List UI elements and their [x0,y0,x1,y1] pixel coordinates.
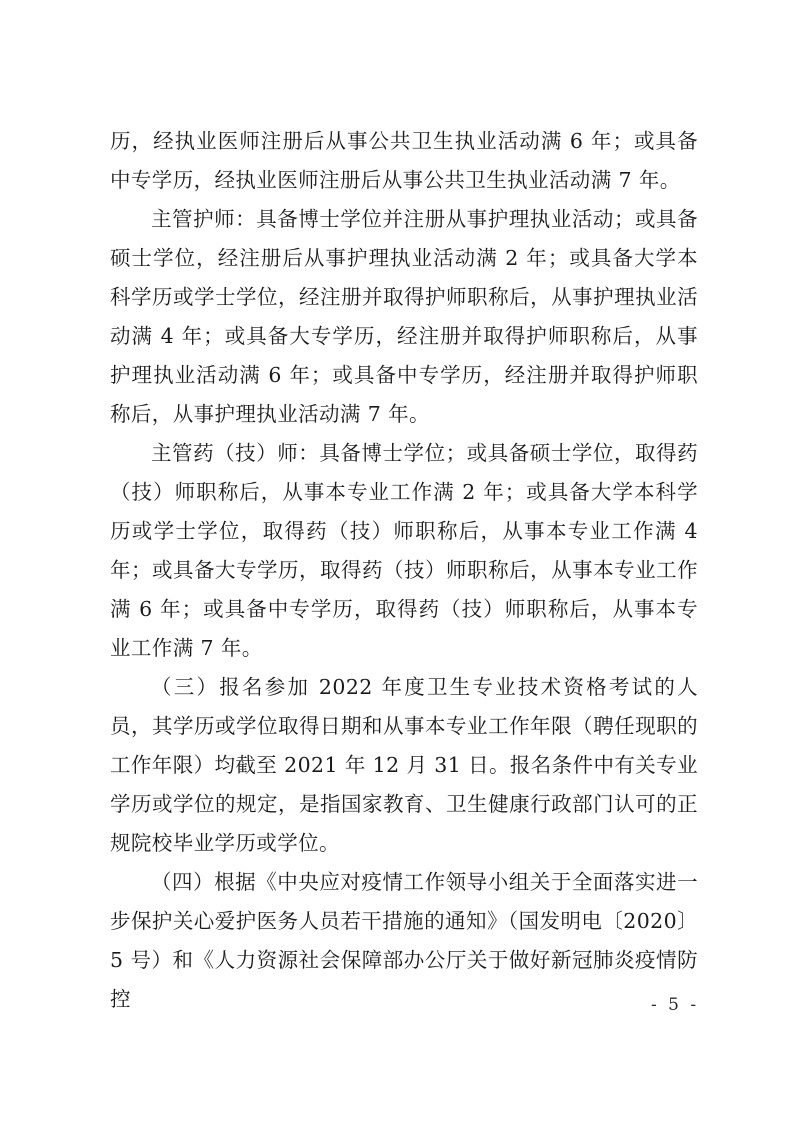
page-number: - 5 - [651,995,700,1015]
paragraph-continuation: 历，经执业医师注册后从事公共卫生执业活动满 6 年；或具备中专学历，经执业医师注册后从事公共卫生执业活动满 7 年。 [110,129,698,192]
paragraph-supervisor-nurse: 主管护师：具备博士学位并注册从事护理执业活动；或具备硕士学位，经注册后从事护理执业活动满 2 年；或具备大学本科学历或学士学位，经注册并取得护师职称后，从事护理执业活动满 4 年；或具备大专学历，经注册并取得护师职称后，从事护理执业活动满 6 年；或具备中专学历，经注册并取得护师职称后，从事护理执业活动满 7 年。 [110,207,698,426]
body-text [110,122,698,1019]
paragraph-section-3: （三）报名参加 2022 年度卫生专业技术资格考试的人员，其学历或学位取得日期和从事本专业工作年限（聘任现职的工作年限）均截至 2021 年 12 月 31 日。报名条件中有关专业学历或学位的规定，是指国家教育、卫生健康行政部门认可的正规院校毕业学历或学位。 [110,675,698,855]
paragraph-section-4: （四）根据《中央应对疫情工作领导小组关于全面落实进一步保护关心爱护医务人员若干措施的通知》（国发明电〔2020〕5 号）和《人力资源社会保障部办公厅关于做好新冠肺炎疫情防控 [110,870,698,1011]
paragraph-supervisor-pharmacist: 主管药（技）师：具备博士学位；或具备硕士学位，取得药（技）师职称后，从事本专业工作满 2 年；或具备大学本科学历或学士学位，取得药（技）师职称后，从事本专业工作满 4 年；或具备大专学历，取得药（技）师职称后，从事本专业工作满 6 年；或具备中专学历，取得药（技）师职称后，从事本专业工作满 7 年。 [110,441,698,660]
